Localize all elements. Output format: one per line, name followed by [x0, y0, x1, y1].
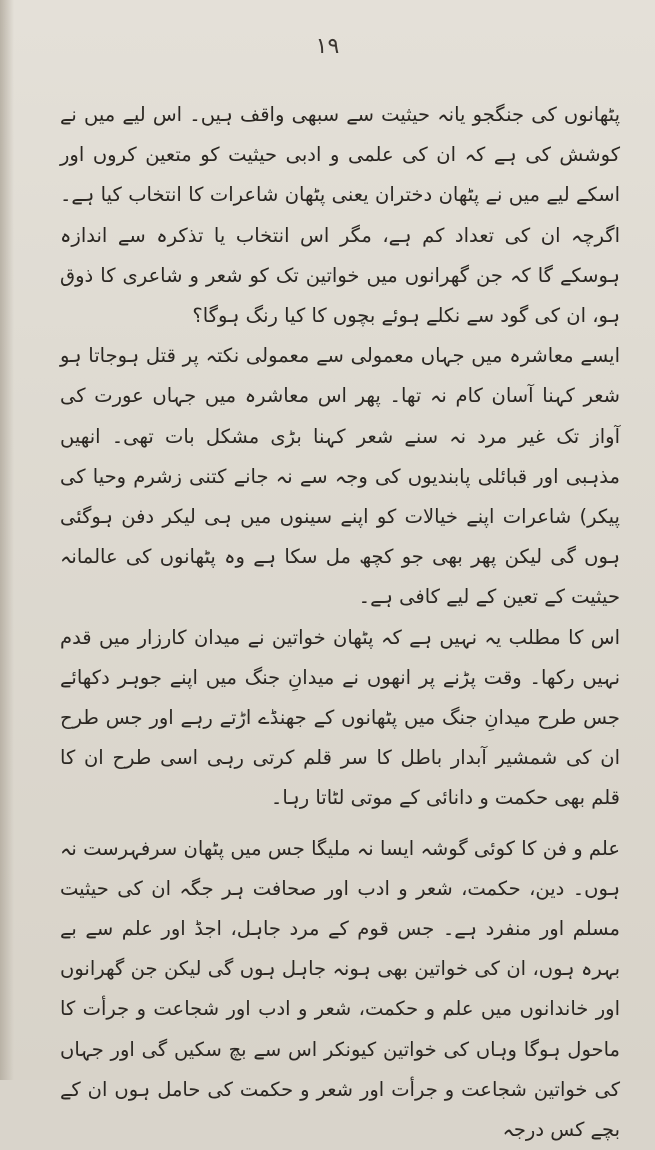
paragraph-2: ایسے معاشرہ میں جہاں معمولی سے معمولی نکتہ پر قتل ہوجاتا ہو شعر کہنا آسان کام نہ تھا۔ پھر اس معاشرہ میں جہاں عورت کی آواز تک غیر مرد نہ سنے شعر کہنا بڑی مشکل بات تھی۔ انھیں مذہبی اور قبائلی پابندیوں کی وجہ سے نہ جانے کتنی زشرم وحیا کی پیکر) شاعرات اپنے خیالات کو اپنے سینوں میں ہی لیکر دفن ہوگئی ہوں گی لیکن پھر بھی جو کچھ مل سکا ہے وہ پٹھانوں کی عالمانہ حیثیت کے تعین کے لیے کافی ہے۔	[60, 344, 620, 609]
paragraph-4: علم و فن کا کوئی گوشہ ایسا نہ ملیگا جس میں پٹھان سرفہرست نہ ہوں۔ دین، حکمت، شعر و ادب اور صحافت ہر جگہ ان کی حیثیت مسلم اور منفرد ہے۔ جس قوم کے مرد جاہل، اجڈ اور علم سے بے بہرہ ہوں، ان کی خواتین بھی ہونہ جاہل ہوں گی لیکن جن گھرانوں اور خاندانوں میں علم و حکمت، شعر و ادب اور شجاعت و جرأت کا ماحول ہوگا وہاں کی خواتین کیونکر اس سے بچ سکیں گی اور جہاں کی خواتین شجاعت و جرأت اور شعر و حکمت کی حامل ہوں ان کے بچے کس درجہ	[60, 836, 620, 1142]
paragraph-1: پٹھانوں کی جنگجو یانہ حیثیت سے سبھی واقف ہیں۔ اس لیے میں نے کوشش کی ہے کہ ان کی علمی و ادبی حیثیت کو متعین کروں اور اسکے لیے میں نے پٹھان دختران یعنی پٹھان شاعرات کا انتخاب کیا ہے۔ اگرچہ ان کی تعداد کم ہے، مگر اس انتخاب یا تذکرہ سے اندازہ ہوسکے گا کہ جن گھرانوں میں خواتین تک کو شعر و شاعری کا ذوق ہو، ان کی گود سے نکلے ہوئے بچوں کا کیا رنگ ہوگا؟	[60, 103, 620, 328]
paragraph-3: اس کا مطلب یہ نہیں ہے کہ پٹھان خواتین نے میدان کارزار میں قدم نہیں رکھا۔ وقت پڑنے پر انھوں نے میدانِ جنگ میں اپنے جوہر دکھائے جس طرح میدانِ جنگ میں پٹھانوں کے جھنڈے اڑتے رہے اور جس طرح ان کی شمشیر آبدار باطل کا سر قلم کرتی رہی اسی طرح ان کا قلم بھی حکمت و دانائی کے موتی لٹاتا رہا۔	[60, 625, 620, 810]
page-number: ١٩	[315, 34, 340, 59]
urdu-text-body	[60, 95, 620, 1150]
page-shadow-edge	[0, 0, 14, 1080]
paragraph-gap	[60, 819, 620, 829]
